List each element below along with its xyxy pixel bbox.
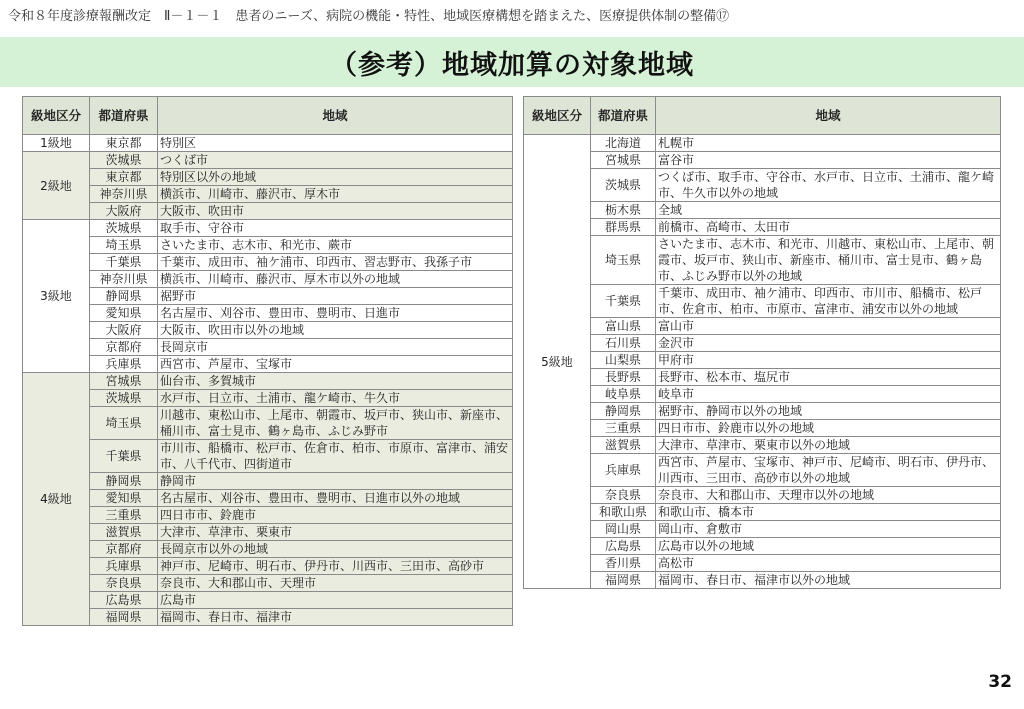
area-cell: 静岡市	[158, 473, 513, 490]
grade-level-cell: 3級地	[23, 220, 90, 373]
table-row	[23, 575, 513, 592]
area-cell: 裾野市、静岡市以外の地域	[656, 403, 1001, 420]
table-row	[524, 555, 1001, 572]
region-table-left	[22, 96, 513, 626]
table-row	[524, 454, 1001, 487]
area-cell: 福岡市、春日市、福津市以外の地域	[656, 572, 1001, 589]
table-row	[23, 271, 513, 288]
prefecture-cell: 埼玉県	[90, 237, 158, 254]
table-row	[524, 386, 1001, 403]
prefecture-cell: 神奈川県	[90, 271, 158, 288]
area-cell: つくば市	[158, 152, 513, 169]
table-row	[23, 440, 513, 473]
prefecture-cell: 滋賀県	[591, 437, 656, 454]
table-row	[524, 219, 1001, 236]
area-cell: 広島市	[158, 592, 513, 609]
prefecture-cell: 茨城県	[90, 152, 158, 169]
prefecture-cell: 愛知県	[90, 490, 158, 507]
table-row	[524, 352, 1001, 369]
grade-level-cell: 1級地	[23, 135, 90, 152]
prefecture-cell: 富山県	[591, 318, 656, 335]
table-row	[524, 403, 1001, 420]
table-row	[23, 339, 513, 356]
prefecture-cell: 奈良県	[90, 575, 158, 592]
prefecture-cell: 静岡県	[90, 288, 158, 305]
prefecture-cell: 埼玉県	[90, 407, 158, 440]
table-row	[23, 254, 513, 271]
prefecture-cell: 奈良県	[591, 487, 656, 504]
area-cell: 長野市、松本市、塩尻市	[656, 369, 1001, 386]
prefecture-cell: 京都府	[90, 541, 158, 558]
prefecture-cell: 滋賀県	[90, 524, 158, 541]
table-row	[524, 572, 1001, 589]
prefecture-cell: 愛知県	[90, 305, 158, 322]
area-cell: 名古屋市、刈谷市、豊田市、豊明市、日進市	[158, 305, 513, 322]
prefecture-cell: 広島県	[90, 592, 158, 609]
table-row	[23, 305, 513, 322]
prefecture-cell: 埼玉県	[591, 236, 656, 285]
table-row	[23, 186, 513, 203]
area-cell: 横浜市、川崎市、藤沢市、厚木市	[158, 186, 513, 203]
area-cell: 特別区以外の地域	[158, 169, 513, 186]
prefecture-cell: 兵庫県	[90, 558, 158, 575]
prefecture-cell: 山梨県	[591, 352, 656, 369]
table-row	[23, 288, 513, 305]
area-cell: つくば市、取手市、守谷市、水戸市、日立市、土浦市、龍ケ崎市、牛久市以外の地域	[656, 169, 1001, 202]
table-row	[23, 524, 513, 541]
region-table-right	[523, 96, 1001, 589]
table-row	[23, 237, 513, 254]
table-row	[23, 373, 513, 390]
table-row	[23, 558, 513, 575]
area-cell: 和歌山市、橋本市	[656, 504, 1001, 521]
table-row	[524, 369, 1001, 386]
prefecture-cell: 広島県	[591, 538, 656, 555]
prefecture-cell: 大阪府	[90, 322, 158, 339]
column-header-area: 地域	[656, 97, 1001, 135]
prefecture-cell: 京都府	[90, 339, 158, 356]
area-cell: 四日市市、鈴鹿市以外の地域	[656, 420, 1001, 437]
prefecture-cell: 神奈川県	[90, 186, 158, 203]
prefecture-cell: 静岡県	[591, 403, 656, 420]
table-row	[23, 541, 513, 558]
prefecture-cell: 北海道	[591, 135, 656, 152]
prefecture-cell: 福岡県	[90, 609, 158, 626]
area-cell: 横浜市、川崎市、藤沢市、厚木市以外の地域	[158, 271, 513, 288]
area-cell: 仙台市、多賀城市	[158, 373, 513, 390]
table-row	[23, 220, 513, 237]
area-cell: 大津市、草津市、栗東市以外の地域	[656, 437, 1001, 454]
column-header-area: 地域	[158, 97, 513, 135]
prefecture-cell: 群馬県	[591, 219, 656, 236]
prefecture-cell: 千葉県	[591, 285, 656, 318]
table-row	[23, 592, 513, 609]
table-row	[524, 202, 1001, 219]
page-number: 32	[988, 672, 1012, 692]
area-cell: 岡山市、倉敷市	[656, 521, 1001, 538]
area-cell: 奈良市、大和郡山市、天理市	[158, 575, 513, 592]
prefecture-cell: 福岡県	[591, 572, 656, 589]
prefecture-cell: 東京都	[90, 169, 158, 186]
table-row	[524, 538, 1001, 555]
prefecture-cell: 大阪府	[90, 203, 158, 220]
table-header-row	[524, 97, 1001, 135]
prefecture-cell: 宮城県	[90, 373, 158, 390]
page-title: （参考）地域加算の対象地域	[330, 49, 694, 81]
table-row	[23, 169, 513, 186]
table-row	[524, 169, 1001, 202]
area-cell: 全域	[656, 202, 1001, 219]
table-row	[23, 490, 513, 507]
area-cell: 福岡市、春日市、福津市	[158, 609, 513, 626]
area-cell: 市川市、船橋市、松戸市、佐倉市、柏市、市原市、富津市、浦安市、八千代市、四街道市	[158, 440, 513, 473]
table-row	[524, 152, 1001, 169]
table-header-row	[23, 97, 513, 135]
prefecture-cell: 和歌山県	[591, 504, 656, 521]
table-row	[524, 318, 1001, 335]
area-cell: 岐阜市	[656, 386, 1001, 403]
area-cell: 長岡京市以外の地域	[158, 541, 513, 558]
area-cell: 名古屋市、刈谷市、豊田市、豊明市、日進市以外の地域	[158, 490, 513, 507]
prefecture-cell: 千葉県	[90, 440, 158, 473]
area-cell: 取手市、守谷市	[158, 220, 513, 237]
slide-header-text: 令和８年度診療報酬改定 Ⅱ－１－１ 患者のニーズ、病院の機能・特性、地域医療構想を踏まえた、医療提供体制の整備⑰	[8, 9, 730, 24]
table-row	[23, 507, 513, 524]
table-row	[524, 236, 1001, 285]
grade-level-cell: 4級地	[23, 373, 90, 626]
area-cell: 西宮市、芦屋市、宝塚市	[158, 356, 513, 373]
table-row	[23, 203, 513, 220]
area-cell: 水戸市、日立市、土浦市、龍ケ崎市、牛久市	[158, 390, 513, 407]
grade-level-cell: 5級地	[524, 135, 591, 589]
prefecture-cell: 兵庫県	[90, 356, 158, 373]
prefecture-cell: 東京都	[90, 135, 158, 152]
prefecture-cell: 千葉県	[90, 254, 158, 271]
title-banner	[0, 37, 1024, 87]
prefecture-cell: 兵庫県	[591, 454, 656, 487]
area-cell: 西宮市、芦屋市、宝塚市、神戸市、尼崎市、明石市、伊丹市、川西市、三田市、高砂市以外の地域	[656, 454, 1001, 487]
table-row	[23, 152, 513, 169]
prefecture-cell: 宮城県	[591, 152, 656, 169]
area-cell: 特別区	[158, 135, 513, 152]
area-cell: 大津市、草津市、栗東市	[158, 524, 513, 541]
prefecture-cell: 岐阜県	[591, 386, 656, 403]
area-cell: 高松市	[656, 555, 1001, 572]
prefecture-cell: 三重県	[90, 507, 158, 524]
prefecture-cell: 茨城県	[591, 169, 656, 202]
column-header-level: 級地区分	[524, 97, 591, 135]
table-row	[23, 473, 513, 490]
prefecture-cell: 静岡県	[90, 473, 158, 490]
table-row	[524, 521, 1001, 538]
area-cell: 大阪市、吹田市	[158, 203, 513, 220]
area-cell: 甲府市	[656, 352, 1001, 369]
table-row	[524, 487, 1001, 504]
area-cell: 前橋市、高崎市、太田市	[656, 219, 1001, 236]
area-cell: 川越市、東松山市、上尾市、朝霞市、坂戸市、狭山市、新座市、桶川市、富士見市、鶴ヶ島市、ふじみ野市	[158, 407, 513, 440]
area-cell: 千葉市、成田市、袖ケ浦市、印西市、習志野市、我孫子市	[158, 254, 513, 271]
area-cell: 金沢市	[656, 335, 1001, 352]
table-row	[23, 322, 513, 339]
area-cell: 長岡京市	[158, 339, 513, 356]
prefecture-cell: 岡山県	[591, 521, 656, 538]
table-row	[524, 420, 1001, 437]
prefecture-cell: 栃木県	[591, 202, 656, 219]
prefecture-cell: 長野県	[591, 369, 656, 386]
column-header-level: 級地区分	[23, 97, 90, 135]
prefecture-cell: 三重県	[591, 420, 656, 437]
table-body-left	[23, 135, 513, 626]
area-cell: 裾野市	[158, 288, 513, 305]
area-cell: 神戸市、尼崎市、明石市、伊丹市、川西市、三田市、高砂市	[158, 558, 513, 575]
area-cell: 広島市以外の地域	[656, 538, 1001, 555]
area-cell: 札幌市	[656, 135, 1001, 152]
table-row	[23, 390, 513, 407]
area-cell: さいたま市、志木市、和光市、蕨市	[158, 237, 513, 254]
area-cell: 奈良市、大和郡山市、天理市以外の地域	[656, 487, 1001, 504]
prefecture-cell: 茨城県	[90, 220, 158, 237]
table-row	[23, 356, 513, 373]
table-body-right	[524, 135, 1001, 589]
table-row	[524, 504, 1001, 521]
table-row	[524, 437, 1001, 454]
area-cell: 富山市	[656, 318, 1001, 335]
prefecture-cell: 石川県	[591, 335, 656, 352]
area-cell: 千葉市、成田市、袖ケ浦市、印西市、市川市、船橋市、松戸市、佐倉市、柏市、市原市、富津市、浦安市以外の地域	[656, 285, 1001, 318]
prefecture-cell: 香川県	[591, 555, 656, 572]
table-row	[524, 335, 1001, 352]
prefecture-cell: 茨城県	[90, 390, 158, 407]
table-row	[23, 135, 513, 152]
area-cell: 富谷市	[656, 152, 1001, 169]
area-cell: さいたま市、志木市、和光市、川越市、東松山市、上尾市、朝霞市、坂戸市、狭山市、新座市、桶川市、富士見市、鶴ヶ島市、ふじみ野市以外の地域	[656, 236, 1001, 285]
grade-level-cell: 2級地	[23, 152, 90, 220]
table-row	[524, 135, 1001, 152]
area-cell: 大阪市、吹田市以外の地域	[158, 322, 513, 339]
column-header-prefecture: 都道府県	[591, 97, 656, 135]
area-cell: 四日市市、鈴鹿市	[158, 507, 513, 524]
table-row	[23, 407, 513, 440]
table-row	[23, 609, 513, 626]
table-row	[524, 285, 1001, 318]
column-header-prefecture: 都道府県	[90, 97, 158, 135]
